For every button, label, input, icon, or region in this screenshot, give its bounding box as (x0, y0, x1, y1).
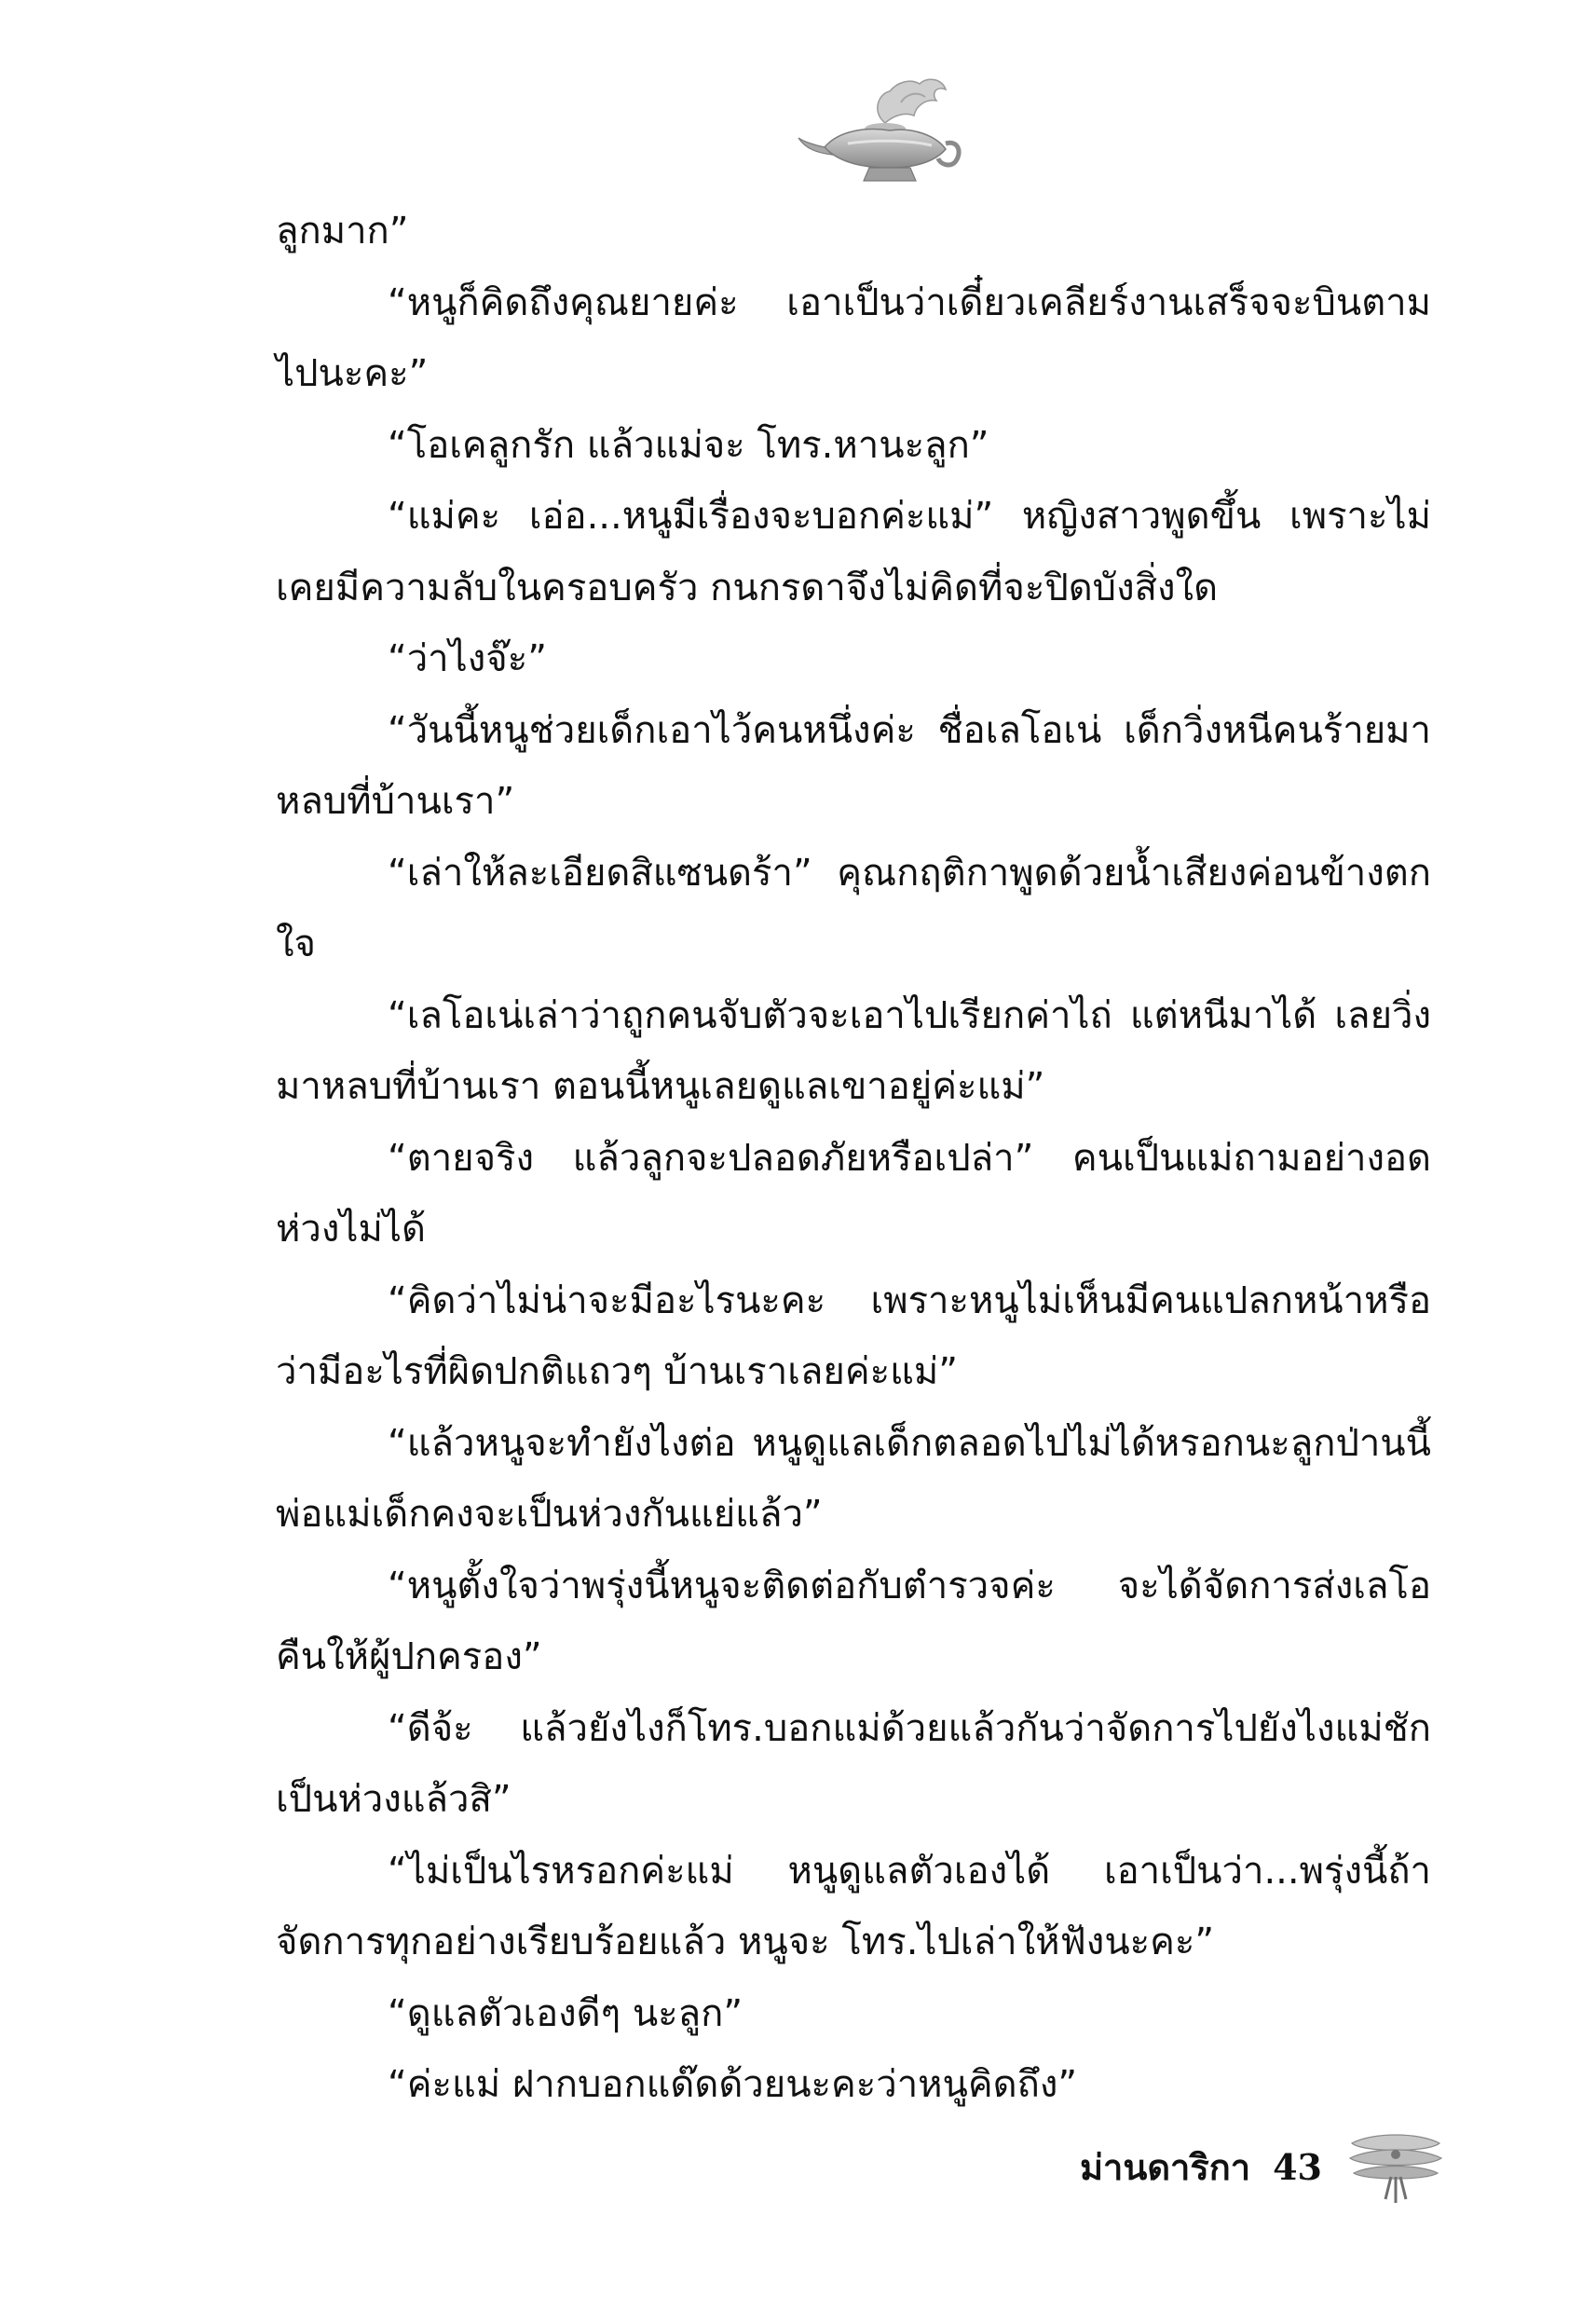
page-number: 43 (1273, 2145, 1322, 2188)
magic-lamp-icon (797, 65, 964, 196)
paragraph: “วันนี้หนูช่วยเด็กเอาไว้คนหนึ่งค่ะ ชื่อเลโอเน่ เด็กวิ่งหนีคนร้ายมาหลบที่บ้านเรา” (276, 708, 1431, 823)
chapter-text (276, 196, 1431, 2121)
paragraph: “เลโอเน่เล่าว่าถูกคนจับตัวจะเอาไปเรียกค่าไถ่ แต่หนีมาได้ เลยวิ่งมาหลบที่บ้านเรา ตอนนี้หนูเลยดูแลเขาอยู่ค่ะแม่” (276, 993, 1431, 1108)
book-title: ม่านดาริกา (1079, 2145, 1251, 2188)
paragraph: “แล้วหนูจะทำยังไงต่อ หนูดูแลเด็กตลอดไปไม่ได้หรอกนะลูกป่านนี้พ่อแม่เด็กคงจะเป็นห่วงกันแย่แล้ว” (276, 1421, 1431, 1536)
paragraph: “ค่ะแม่ ฝากบอกแด๊ดด้วยนะคะว่าหนูคิดถึง” (388, 2063, 1078, 2106)
paragraph: “หนูตั้งใจว่าพรุ่งนี้หนูจะติดต่อกับตำรวจค่ะ จะได้จัดการส่งเลโอคืนให้ผู้ปกครอง” (276, 1564, 1431, 1678)
paragraph: “ตายจริง แล้วลูกจะปลอดภัยหรือเปล่า” คนเป็นแม่ถามอย่างอดห่วงไม่ได้ (276, 1136, 1431, 1251)
paragraph: “แม่คะ เอ่อ...หนูมีเรื่องจะบอกค่ะแม่” หญิงสาวพูดขึ้น เพราะไม่เคยมีความลับในครอบครัว กนกรดาจึงไม่คิดที่จะปิดบังสิ่งใด (276, 495, 1431, 609)
paragraph: “ไม่เป็นไรหรอกค่ะแม่ หนูดูแลตัวเองได้ เอาเป็นว่า...พรุ่งนี้ถ้าจัดการทุกอย่างเรียบร้อยแล้ว หนูจะ โทร.ไปเล่าให้ฟังนะคะ” (276, 1849, 1431, 1963)
paragraph: “เล่าให้ละเอียดสิแซนดร้า” คุณกฤติกาพูดด้วยน้ำเสียงค่อนข้างตกใจ (276, 851, 1431, 965)
paragraph: “โอเคลูกรัก แล้วแม่จะ โทร.หานะลูก” (388, 423, 989, 467)
paragraph: “หนูก็คิดถึงคุณยายค่ะ เอาเป็นว่าเดี๋ยวเคลียร์งานเสร็จจะบินตามไปนะคะ” (276, 280, 1431, 395)
ornament-icon (1344, 2125, 1447, 2208)
paragraph: “คิดว่าไม่น่าจะมีอะไรนะคะ เพราะหนูไม่เห็นมีคนแปลกหน้าหรือว่ามีอะไรที่ผิดปกติแถวๆ บ้านเราเลยค่ะแม่” (276, 1279, 1431, 1393)
page-footer (1080, 2120, 1447, 2213)
paragraph: “ว่าไงจ๊ะ” (388, 637, 547, 680)
paragraph: “ดูแลตัวเองดีๆ นะลูก” (388, 1991, 743, 2035)
paragraph: “ดีจ้ะ แล้วยังไงก็โทร.บอกแม่ด้วยแล้วกันว่าจัดการไปยังไงแม่ชักเป็นห่วงแล้วสิ” (276, 1706, 1431, 1821)
paragraph: ลูกมาก” (276, 210, 409, 253)
